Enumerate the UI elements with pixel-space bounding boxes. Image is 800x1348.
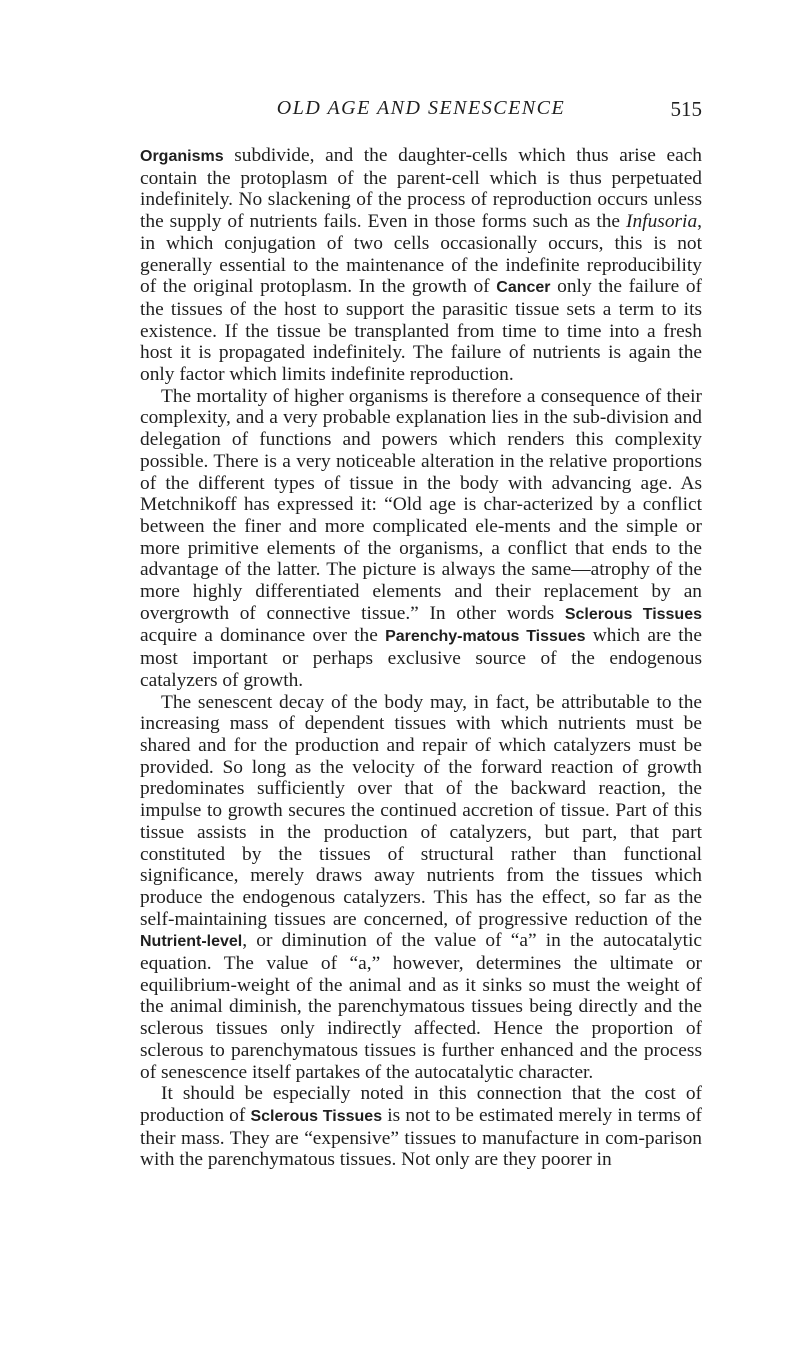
text-run: only the failure of the tissues of the host to support the parasitic tissue sets a term to its existence. If the tissue be transplanted from time to time into a fresh host it is propagated indefinitely. The failure of nutrients is again the only factor which limits indefinite reproduction. bbox=[140, 276, 702, 386]
key-term: Sclerous Tissues bbox=[564, 605, 703, 623]
text-run: , or diminution of the value of “a” in the autocatalytic equation. The value of “a,” however, determines the ultimate or equilibrium-weight of the animal and as it sinks so must the weight of the animal diminish, the parenchymatous tissues being directly and the sclerous tissues only indirectly affected. Hence the proportion of sclerous to parenchymatous tissues is further enhanced and the process of senescence itself partakes of the autocatalytic character. bbox=[140, 930, 702, 1083]
paragraph bbox=[140, 386, 702, 692]
text-run: The senescent decay of the body may, in fact, be attributable to the increasing mass of dependent tissues with which nutrients must be shared and for the production and repair of which catalyzers must be provided. So long as the velocity of the forward reaction of growth predominates sufficiently over that of the backward reaction, the impulse to growth secures the continued accretion of tissue. Part of this tissue assists in the production of catalyzers, but part, that part constituted by the tissues of structural rather than functional significance, merely draws away nutrients from the tissues which produce the endogenous catalyzers. This has the effect, so far as the self-maintaining tissues are concerned, of progressive reduction of the bbox=[140, 691, 702, 930]
key-term: Organisms bbox=[140, 148, 224, 165]
paragraph bbox=[140, 692, 702, 1084]
running-title: OLD AGE AND SENESCENCE bbox=[276, 97, 566, 119]
key-term: Nutrient-level bbox=[140, 933, 243, 951]
text-run: is not to be estimated merely in terms of their mass. They are “expensive” tissues to manufacture in com-parison with the parenchymatous tissues. Not only are they poorer in bbox=[140, 1104, 703, 1171]
italic-term: Infusoria bbox=[626, 211, 698, 233]
text-run: , in which conjugation of two cells occasionally occurs, this is not generally essential to the maintenance of the indefinite reproducibility of the original protoplasm. In the growth of bbox=[140, 211, 702, 298]
key-term: Parenchy-matous Tissues bbox=[385, 628, 586, 646]
key-term: Sclerous Tissues bbox=[250, 1107, 383, 1125]
running-header bbox=[140, 97, 702, 127]
text-run: which are the most important or perhaps exclusive source of the endogenous catalyzers of growth. bbox=[140, 625, 702, 691]
paragraph bbox=[140, 145, 702, 386]
body-text bbox=[140, 145, 702, 1171]
text-run: acquire a dominance over the bbox=[140, 625, 386, 647]
key-term: Cancer bbox=[496, 279, 551, 297]
page-number: 515 bbox=[670, 97, 702, 121]
text-run: The mortality of higher organisms is therefore a consequence of their complexity, and a very probable explanation lies in the sub-division and delegation of functions and powers which renders this complexity possible. There is a very noticeable alteration in the relative proportions of the different types of tissue in the body with advancing age. As Metchnikoff has expressed it: “Old age is char-acterized by a conflict between the finer and more complicated ele-ments and the simple or more primitive elements of the organisms, a conflict that ends to the advantage of the latter. The picture is always the same—atrophy of the more highly differentiated elements and their replacement by an overgrowth of connective tissue.” In other words bbox=[140, 385, 702, 624]
paragraph bbox=[140, 1083, 702, 1171]
text-run: subdivide, and the daughter-cells which thus arise each contain the protoplasm of the parent-cell which is thus perpetuated indefinitely. No slackening of the process of reproduction occurs unless the supply of nutrients fails. Even in those forms such as the bbox=[140, 145, 702, 233]
text-run: It should be especially noted in this connection that the cost of production of bbox=[140, 1083, 702, 1126]
